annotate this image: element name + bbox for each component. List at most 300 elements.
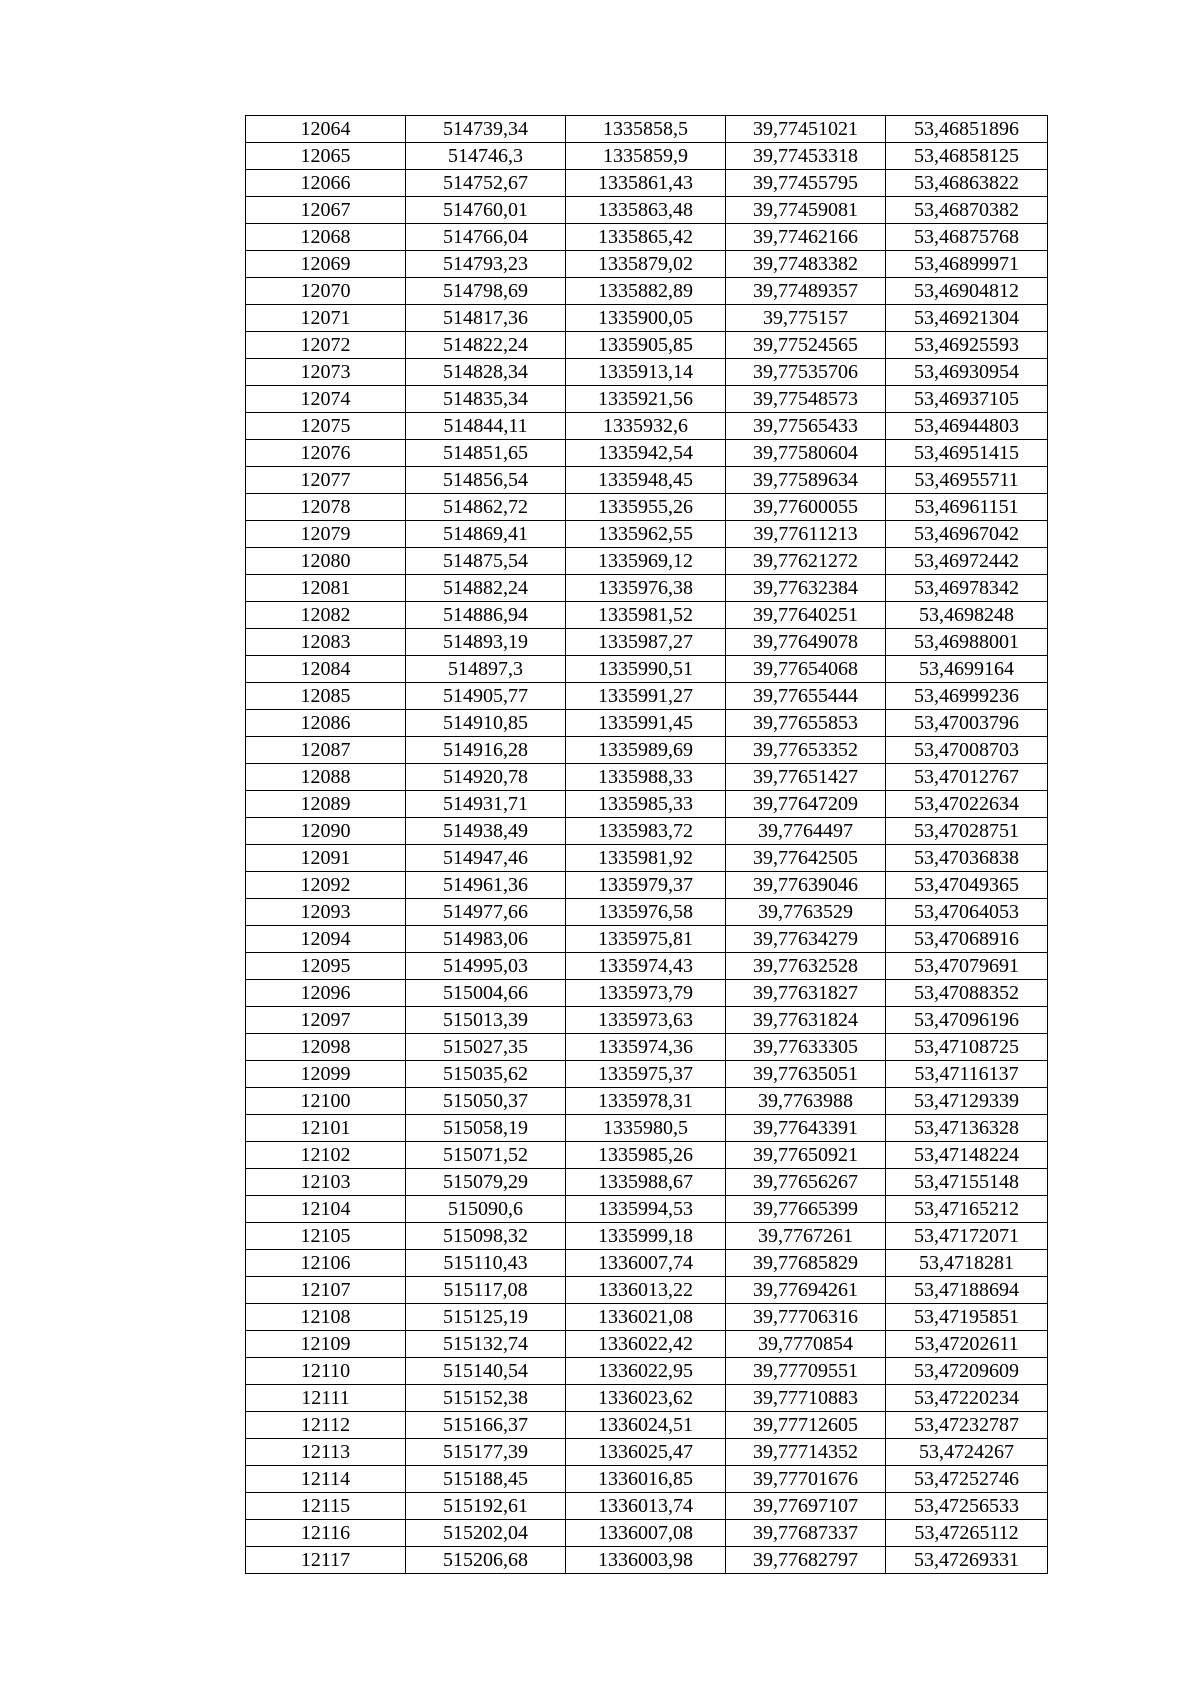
longitude-cell: 53,47049365	[886, 872, 1048, 899]
longitude-cell: 53,47022634	[886, 791, 1048, 818]
longitude-cell: 53,46961151	[886, 494, 1048, 521]
point-number-cell: 12114	[246, 1466, 406, 1493]
x-coordinate-cell: 514893,19	[406, 629, 566, 656]
x-coordinate-cell: 515098,32	[406, 1223, 566, 1250]
x-coordinate-cell: 514739,34	[406, 116, 566, 143]
y-coordinate-cell: 1336022,95	[566, 1358, 726, 1385]
y-coordinate-cell: 1335981,52	[566, 602, 726, 629]
table-row	[246, 305, 1048, 332]
y-coordinate-cell: 1336021,08	[566, 1304, 726, 1331]
x-coordinate-cell: 515188,45	[406, 1466, 566, 1493]
longitude-cell: 53,47256533	[886, 1493, 1048, 1520]
point-number-cell: 12073	[246, 359, 406, 386]
point-number-cell: 12107	[246, 1277, 406, 1304]
longitude-cell: 53,47209609	[886, 1358, 1048, 1385]
x-coordinate-cell: 514822,24	[406, 332, 566, 359]
point-number-cell: 12112	[246, 1412, 406, 1439]
x-coordinate-cell: 514905,77	[406, 683, 566, 710]
table-row	[246, 116, 1048, 143]
table-row	[246, 1520, 1048, 1547]
table-row	[246, 548, 1048, 575]
y-coordinate-cell: 1335978,31	[566, 1088, 726, 1115]
longitude-cell: 53,46899971	[886, 251, 1048, 278]
y-coordinate-cell: 1335973,63	[566, 1007, 726, 1034]
longitude-cell: 53,46978342	[886, 575, 1048, 602]
longitude-cell: 53,46863822	[886, 170, 1048, 197]
point-number-cell: 12098	[246, 1034, 406, 1061]
y-coordinate-cell: 1335981,92	[566, 845, 726, 872]
y-coordinate-cell: 1335859,9	[566, 143, 726, 170]
latitude-cell: 39,77714352	[726, 1439, 886, 1466]
latitude-cell: 39,77635051	[726, 1061, 886, 1088]
latitude-cell: 39,77709551	[726, 1358, 886, 1385]
latitude-cell: 39,77462166	[726, 224, 886, 251]
longitude-cell: 53,46925593	[886, 332, 1048, 359]
y-coordinate-cell: 1335989,69	[566, 737, 726, 764]
y-coordinate-cell: 1335991,45	[566, 710, 726, 737]
y-coordinate-cell: 1335942,54	[566, 440, 726, 467]
latitude-cell: 39,77653352	[726, 737, 886, 764]
longitude-cell: 53,46944803	[886, 413, 1048, 440]
latitude-cell: 39,77642505	[726, 845, 886, 872]
longitude-cell: 53,47028751	[886, 818, 1048, 845]
y-coordinate-cell: 1335988,33	[566, 764, 726, 791]
table-row	[246, 521, 1048, 548]
x-coordinate-cell: 514760,01	[406, 197, 566, 224]
x-coordinate-cell: 515192,61	[406, 1493, 566, 1520]
table-row	[246, 170, 1048, 197]
y-coordinate-cell: 1336003,98	[566, 1547, 726, 1574]
y-coordinate-cell: 1336016,85	[566, 1466, 726, 1493]
latitude-cell: 39,77697107	[726, 1493, 886, 1520]
point-number-cell: 12116	[246, 1520, 406, 1547]
x-coordinate-cell: 515166,37	[406, 1412, 566, 1439]
point-number-cell: 12106	[246, 1250, 406, 1277]
x-coordinate-cell: 515004,66	[406, 980, 566, 1007]
table-row	[246, 683, 1048, 710]
latitude-cell: 39,77631827	[726, 980, 886, 1007]
point-number-cell: 12099	[246, 1061, 406, 1088]
x-coordinate-cell: 515140,54	[406, 1358, 566, 1385]
y-coordinate-cell: 1335865,42	[566, 224, 726, 251]
table-row	[246, 278, 1048, 305]
x-coordinate-cell: 514793,23	[406, 251, 566, 278]
x-coordinate-cell: 514869,41	[406, 521, 566, 548]
point-number-cell: 12071	[246, 305, 406, 332]
y-coordinate-cell: 1336007,08	[566, 1520, 726, 1547]
latitude-cell: 39,77611213	[726, 521, 886, 548]
x-coordinate-cell: 514752,67	[406, 170, 566, 197]
longitude-cell: 53,4724267	[886, 1439, 1048, 1466]
table-row	[246, 1088, 1048, 1115]
point-number-cell: 12093	[246, 899, 406, 926]
table-row	[246, 1412, 1048, 1439]
latitude-cell: 39,77455795	[726, 170, 886, 197]
y-coordinate-cell: 1335858,5	[566, 116, 726, 143]
point-number-cell: 12083	[246, 629, 406, 656]
y-coordinate-cell: 1335987,27	[566, 629, 726, 656]
longitude-cell: 53,46930954	[886, 359, 1048, 386]
x-coordinate-cell: 514882,24	[406, 575, 566, 602]
longitude-cell: 53,47155148	[886, 1169, 1048, 1196]
x-coordinate-cell: 515013,39	[406, 1007, 566, 1034]
point-number-cell: 12072	[246, 332, 406, 359]
latitude-cell: 39,7767261	[726, 1223, 886, 1250]
table-row	[246, 1061, 1048, 1088]
table-row	[246, 926, 1048, 953]
point-number-cell: 12085	[246, 683, 406, 710]
x-coordinate-cell: 515110,43	[406, 1250, 566, 1277]
table-row	[246, 413, 1048, 440]
y-coordinate-cell: 1336013,22	[566, 1277, 726, 1304]
latitude-cell: 39,77712605	[726, 1412, 886, 1439]
latitude-cell: 39,77647209	[726, 791, 886, 818]
longitude-cell: 53,47068916	[886, 926, 1048, 953]
y-coordinate-cell: 1335983,72	[566, 818, 726, 845]
x-coordinate-cell: 514828,34	[406, 359, 566, 386]
latitude-cell: 39,77621272	[726, 548, 886, 575]
latitude-cell: 39,7763988	[726, 1088, 886, 1115]
longitude-cell: 53,47079691	[886, 953, 1048, 980]
x-coordinate-cell: 515132,74	[406, 1331, 566, 1358]
point-number-cell: 12096	[246, 980, 406, 1007]
y-coordinate-cell: 1335921,56	[566, 386, 726, 413]
longitude-cell: 53,46921304	[886, 305, 1048, 332]
point-number-cell: 12076	[246, 440, 406, 467]
x-coordinate-cell: 514851,65	[406, 440, 566, 467]
point-number-cell: 12092	[246, 872, 406, 899]
point-number-cell: 12087	[246, 737, 406, 764]
coordinates-table	[245, 115, 1048, 1574]
longitude-cell: 53,46904812	[886, 278, 1048, 305]
latitude-cell: 39,77682797	[726, 1547, 886, 1574]
x-coordinate-cell: 514798,69	[406, 278, 566, 305]
longitude-cell: 53,47008703	[886, 737, 1048, 764]
longitude-cell: 53,47036838	[886, 845, 1048, 872]
longitude-cell: 53,47064053	[886, 899, 1048, 926]
table-row	[246, 656, 1048, 683]
y-coordinate-cell: 1336022,42	[566, 1331, 726, 1358]
longitude-cell: 53,47012767	[886, 764, 1048, 791]
point-number-cell: 12088	[246, 764, 406, 791]
point-number-cell: 12111	[246, 1385, 406, 1412]
table-row	[246, 440, 1048, 467]
y-coordinate-cell: 1335999,18	[566, 1223, 726, 1250]
latitude-cell: 39,77524565	[726, 332, 886, 359]
y-coordinate-cell: 1335980,5	[566, 1115, 726, 1142]
longitude-cell: 53,46972442	[886, 548, 1048, 575]
x-coordinate-cell: 514817,36	[406, 305, 566, 332]
latitude-cell: 39,77650921	[726, 1142, 886, 1169]
table-row	[246, 1358, 1048, 1385]
table-row	[246, 1169, 1048, 1196]
table-row	[246, 1115, 1048, 1142]
point-number-cell: 12077	[246, 467, 406, 494]
longitude-cell: 53,4699164	[886, 656, 1048, 683]
latitude-cell: 39,77649078	[726, 629, 886, 656]
table-row	[246, 710, 1048, 737]
longitude-cell: 53,47165212	[886, 1196, 1048, 1223]
table-row	[246, 1196, 1048, 1223]
x-coordinate-cell: 515152,38	[406, 1385, 566, 1412]
longitude-cell: 53,46988001	[886, 629, 1048, 656]
y-coordinate-cell: 1336025,47	[566, 1439, 726, 1466]
point-number-cell: 12074	[246, 386, 406, 413]
table-row	[246, 845, 1048, 872]
table-row	[246, 332, 1048, 359]
table-row	[246, 1250, 1048, 1277]
x-coordinate-cell: 515117,08	[406, 1277, 566, 1304]
y-coordinate-cell: 1335973,79	[566, 980, 726, 1007]
x-coordinate-cell: 515035,62	[406, 1061, 566, 1088]
longitude-cell: 53,46875768	[886, 224, 1048, 251]
x-coordinate-cell: 514983,06	[406, 926, 566, 953]
x-coordinate-cell: 514897,3	[406, 656, 566, 683]
longitude-cell: 53,47129339	[886, 1088, 1048, 1115]
latitude-cell: 39,77643391	[726, 1115, 886, 1142]
longitude-cell: 53,46967042	[886, 521, 1048, 548]
table-row	[246, 494, 1048, 521]
table-row	[246, 791, 1048, 818]
latitude-cell: 39,775157	[726, 305, 886, 332]
point-number-cell: 12078	[246, 494, 406, 521]
latitude-cell: 39,77535706	[726, 359, 886, 386]
y-coordinate-cell: 1335913,14	[566, 359, 726, 386]
table-row	[246, 764, 1048, 791]
table-row	[246, 737, 1048, 764]
longitude-cell: 53,47202611	[886, 1331, 1048, 1358]
y-coordinate-cell: 1335976,38	[566, 575, 726, 602]
point-number-cell: 12094	[246, 926, 406, 953]
latitude-cell: 39,77580604	[726, 440, 886, 467]
latitude-cell: 39,77656267	[726, 1169, 886, 1196]
x-coordinate-cell: 515071,52	[406, 1142, 566, 1169]
latitude-cell: 39,77710883	[726, 1385, 886, 1412]
point-number-cell: 12069	[246, 251, 406, 278]
longitude-cell: 53,47252746	[886, 1466, 1048, 1493]
x-coordinate-cell: 515050,37	[406, 1088, 566, 1115]
y-coordinate-cell: 1335861,43	[566, 170, 726, 197]
table-row	[246, 1493, 1048, 1520]
table-row	[246, 1142, 1048, 1169]
table-row	[246, 1385, 1048, 1412]
point-number-cell: 12101	[246, 1115, 406, 1142]
point-number-cell: 12084	[246, 656, 406, 683]
x-coordinate-cell: 515206,68	[406, 1547, 566, 1574]
point-number-cell: 12108	[246, 1304, 406, 1331]
y-coordinate-cell: 1335932,6	[566, 413, 726, 440]
latitude-cell: 39,77548573	[726, 386, 886, 413]
longitude-cell: 53,46851896	[886, 116, 1048, 143]
x-coordinate-cell: 514938,49	[406, 818, 566, 845]
longitude-cell: 53,47108725	[886, 1034, 1048, 1061]
longitude-cell: 53,46951415	[886, 440, 1048, 467]
y-coordinate-cell: 1335985,33	[566, 791, 726, 818]
table-row	[246, 1547, 1048, 1574]
x-coordinate-cell: 514995,03	[406, 953, 566, 980]
table-row	[246, 1034, 1048, 1061]
point-number-cell: 12082	[246, 602, 406, 629]
latitude-cell: 39,7763529	[726, 899, 886, 926]
point-number-cell: 12103	[246, 1169, 406, 1196]
x-coordinate-cell: 515177,39	[406, 1439, 566, 1466]
y-coordinate-cell: 1335905,85	[566, 332, 726, 359]
y-coordinate-cell: 1335969,12	[566, 548, 726, 575]
y-coordinate-cell: 1335948,45	[566, 467, 726, 494]
table-row	[246, 467, 1048, 494]
longitude-cell: 53,47269331	[886, 1547, 1048, 1574]
point-number-cell: 12102	[246, 1142, 406, 1169]
latitude-cell: 39,77706316	[726, 1304, 886, 1331]
point-number-cell: 12097	[246, 1007, 406, 1034]
latitude-cell: 39,77654068	[726, 656, 886, 683]
point-number-cell: 12117	[246, 1547, 406, 1574]
y-coordinate-cell: 1335955,26	[566, 494, 726, 521]
y-coordinate-cell: 1335863,48	[566, 197, 726, 224]
x-coordinate-cell: 515125,19	[406, 1304, 566, 1331]
table-row	[246, 1223, 1048, 1250]
point-number-cell: 12080	[246, 548, 406, 575]
latitude-cell: 39,77687337	[726, 1520, 886, 1547]
y-coordinate-cell: 1335974,36	[566, 1034, 726, 1061]
latitude-cell: 39,77600055	[726, 494, 886, 521]
latitude-cell: 39,77685829	[726, 1250, 886, 1277]
point-number-cell: 12065	[246, 143, 406, 170]
point-number-cell: 12104	[246, 1196, 406, 1223]
point-number-cell: 12095	[246, 953, 406, 980]
table-row	[246, 980, 1048, 1007]
point-number-cell: 12070	[246, 278, 406, 305]
y-coordinate-cell: 1335882,89	[566, 278, 726, 305]
longitude-cell: 53,47220234	[886, 1385, 1048, 1412]
latitude-cell: 39,77701676	[726, 1466, 886, 1493]
latitude-cell: 39,77632528	[726, 953, 886, 980]
x-coordinate-cell: 514977,66	[406, 899, 566, 926]
latitude-cell: 39,77489357	[726, 278, 886, 305]
table-row	[246, 1007, 1048, 1034]
y-coordinate-cell: 1335988,67	[566, 1169, 726, 1196]
latitude-cell: 39,77459081	[726, 197, 886, 224]
table-row	[246, 818, 1048, 845]
x-coordinate-cell: 515027,35	[406, 1034, 566, 1061]
point-number-cell: 12105	[246, 1223, 406, 1250]
latitude-cell: 39,77632384	[726, 575, 886, 602]
point-number-cell: 12068	[246, 224, 406, 251]
table-row	[246, 899, 1048, 926]
longitude-cell: 53,47195851	[886, 1304, 1048, 1331]
longitude-cell: 53,47232787	[886, 1412, 1048, 1439]
latitude-cell: 39,77655853	[726, 710, 886, 737]
latitude-cell: 39,77589634	[726, 467, 886, 494]
x-coordinate-cell: 514947,46	[406, 845, 566, 872]
latitude-cell: 39,77451021	[726, 116, 886, 143]
x-coordinate-cell: 514844,11	[406, 413, 566, 440]
table-row	[246, 872, 1048, 899]
x-coordinate-cell: 514856,54	[406, 467, 566, 494]
x-coordinate-cell: 514961,36	[406, 872, 566, 899]
y-coordinate-cell: 1335979,37	[566, 872, 726, 899]
point-number-cell: 12064	[246, 116, 406, 143]
table-row	[246, 197, 1048, 224]
y-coordinate-cell: 1335975,81	[566, 926, 726, 953]
latitude-cell: 39,77634279	[726, 926, 886, 953]
y-coordinate-cell: 1336013,74	[566, 1493, 726, 1520]
longitude-cell: 53,46999236	[886, 683, 1048, 710]
table-row	[246, 575, 1048, 602]
point-number-cell: 12081	[246, 575, 406, 602]
longitude-cell: 53,47136328	[886, 1115, 1048, 1142]
table-row	[246, 224, 1048, 251]
y-coordinate-cell: 1335990,51	[566, 656, 726, 683]
x-coordinate-cell: 515090,6	[406, 1196, 566, 1223]
table-row	[246, 1466, 1048, 1493]
latitude-cell: 39,77483382	[726, 251, 886, 278]
table-row	[246, 953, 1048, 980]
longitude-cell: 53,47172071	[886, 1223, 1048, 1250]
table-row	[246, 1331, 1048, 1358]
table-row	[246, 251, 1048, 278]
point-number-cell: 12090	[246, 818, 406, 845]
latitude-cell: 39,77565433	[726, 413, 886, 440]
point-number-cell: 12113	[246, 1439, 406, 1466]
coordinates-table-body	[246, 116, 1048, 1574]
table-row	[246, 1304, 1048, 1331]
point-number-cell: 12091	[246, 845, 406, 872]
longitude-cell: 53,47188694	[886, 1277, 1048, 1304]
latitude-cell: 39,77694261	[726, 1277, 886, 1304]
table-row	[246, 359, 1048, 386]
table-row	[246, 386, 1048, 413]
latitude-cell: 39,77655444	[726, 683, 886, 710]
latitude-cell: 39,77639046	[726, 872, 886, 899]
x-coordinate-cell: 514931,71	[406, 791, 566, 818]
latitude-cell: 39,77640251	[726, 602, 886, 629]
longitude-cell: 53,46937105	[886, 386, 1048, 413]
latitude-cell: 39,77453318	[726, 143, 886, 170]
longitude-cell: 53,47003796	[886, 710, 1048, 737]
longitude-cell: 53,47088352	[886, 980, 1048, 1007]
y-coordinate-cell: 1335974,43	[566, 953, 726, 980]
longitude-cell: 53,46870382	[886, 197, 1048, 224]
point-number-cell: 12089	[246, 791, 406, 818]
x-coordinate-cell: 515058,19	[406, 1115, 566, 1142]
x-coordinate-cell: 515079,29	[406, 1169, 566, 1196]
x-coordinate-cell: 514766,04	[406, 224, 566, 251]
latitude-cell: 39,7764497	[726, 818, 886, 845]
x-coordinate-cell: 514910,85	[406, 710, 566, 737]
x-coordinate-cell: 515202,04	[406, 1520, 566, 1547]
point-number-cell: 12115	[246, 1493, 406, 1520]
x-coordinate-cell: 514920,78	[406, 764, 566, 791]
latitude-cell: 39,77651427	[726, 764, 886, 791]
longitude-cell: 53,47116137	[886, 1061, 1048, 1088]
y-coordinate-cell: 1336023,62	[566, 1385, 726, 1412]
point-number-cell: 12110	[246, 1358, 406, 1385]
x-coordinate-cell: 514875,54	[406, 548, 566, 575]
x-coordinate-cell: 514886,94	[406, 602, 566, 629]
longitude-cell: 53,46955711	[886, 467, 1048, 494]
point-number-cell: 12067	[246, 197, 406, 224]
point-number-cell: 12109	[246, 1331, 406, 1358]
x-coordinate-cell: 514746,3	[406, 143, 566, 170]
latitude-cell: 39,7770854	[726, 1331, 886, 1358]
table-row	[246, 629, 1048, 656]
longitude-cell: 53,46858125	[886, 143, 1048, 170]
y-coordinate-cell: 1335991,27	[566, 683, 726, 710]
x-coordinate-cell: 514835,34	[406, 386, 566, 413]
point-number-cell: 12100	[246, 1088, 406, 1115]
y-coordinate-cell: 1335879,02	[566, 251, 726, 278]
